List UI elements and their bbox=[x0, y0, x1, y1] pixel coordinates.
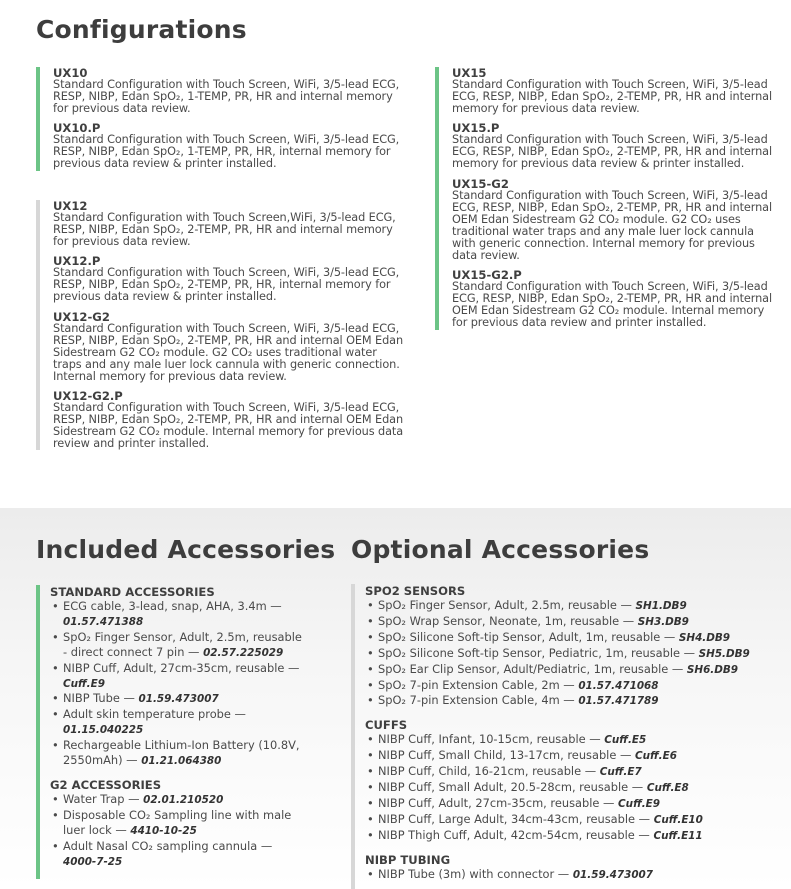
accessory-item: • NIBP Cuff, Adult, 27cm-35cm, reusable — Cuff.E9 bbox=[50, 661, 306, 692]
config-entry bbox=[53, 255, 406, 303]
accessory-item: • SpO₂ Ear Clip Sensor, Adult/Pediatric, 1m, reusable — SH6.DB9 bbox=[365, 662, 771, 678]
part-number: 01.57.471789 bbox=[578, 695, 659, 708]
accessory-list bbox=[50, 599, 306, 769]
accessory-list bbox=[365, 598, 771, 709]
config-entry bbox=[53, 122, 406, 170]
accessory-name: SpO₂ Ear Clip Sensor, Adult/Pediatric, 1m, reusable bbox=[378, 661, 669, 676]
accessory-list bbox=[50, 792, 306, 870]
config-description: Standard Configuration with Touch Screen, WiFi, 3/5-lead ECG, RESP, NIBP, Edan SpO₂, 2-TEMP, PR, HR, internal memory for previous data review & printer installed. bbox=[53, 266, 400, 304]
optional-accessories-title: Optional Accessories bbox=[351, 535, 650, 564]
config-model-name: UX12.P bbox=[53, 254, 101, 269]
accessory-item: • SpO₂ Silicone Soft-tip Sensor, Pediatric, 1m, reusable — SH5.DB9 bbox=[365, 646, 771, 662]
accessory-name: SpO₂ Silicone Soft-tip Sensor, Adult, 1m, reusable bbox=[378, 629, 661, 644]
optional-accessories-list bbox=[351, 584, 771, 889]
accessory-name: NIBP Cuff, Child, 16-21cm, reusable bbox=[378, 764, 582, 779]
part-number: SH4.DB9 bbox=[678, 631, 731, 644]
part-number: 02.01.210520 bbox=[143, 793, 224, 806]
accessory-item: • SpO₂ 7-pin Extension Cable, 4m — 01.57.471789 bbox=[365, 693, 771, 709]
accessory-name: NIBP Cuff, Small Adult, 20.5-28cm, reusable bbox=[378, 780, 629, 795]
config-entry bbox=[53, 390, 406, 450]
accessory-name: NIBP Cuff, Adult, 27cm-35cm, reusable bbox=[378, 795, 600, 810]
config-description: Standard Configuration with Touch Screen, WiFi, 3/5-lead ECG, RESP, NIBP, Edan SpO₂, 1-TEMP, PR, HR and internal memory for previous data review. bbox=[53, 78, 400, 116]
accessory-item: • SpO₂ Wrap Sensor, Neonate, 1m, reusable — SH3.DB9 bbox=[365, 614, 771, 630]
accessory-item: • NIBP Tube — 01.59.473007 bbox=[50, 691, 306, 707]
accessory-name: NIBP Cuff, Infant, 10-15cm, reusable bbox=[378, 732, 586, 747]
config-entry bbox=[452, 269, 775, 329]
part-number: SH6.DB9 bbox=[686, 663, 739, 676]
config-group-ux10 bbox=[36, 67, 406, 171]
config-model-name: UX10.P bbox=[53, 121, 101, 136]
configurations-title: Configurations bbox=[36, 15, 247, 44]
accessory-name: Adult skin temperature probe bbox=[63, 707, 231, 722]
config-model-name: UX15 bbox=[452, 66, 487, 80]
accessory-name: NIBP Tube (3m) with connector bbox=[378, 866, 555, 881]
config-model-name: UX12 bbox=[53, 199, 88, 213]
accessory-section-heading: G2 ACCESSORIES bbox=[50, 777, 162, 792]
part-number: 01.21.064380 bbox=[141, 755, 222, 768]
accessory-list bbox=[365, 867, 771, 883]
config-group-ux12 bbox=[36, 200, 406, 450]
accessory-item: • SpO₂ 7-pin Extension Cable, 2m — 01.57.471068 bbox=[365, 678, 771, 694]
config-entry bbox=[452, 67, 775, 115]
part-number: Cuff.E8 bbox=[646, 782, 689, 795]
accessory-item: • NIBP Thigh Cuff, Adult, 42cm-54cm, reusable — Cuff.E11 bbox=[365, 828, 771, 844]
config-model-name: UX12-G2 bbox=[53, 309, 110, 324]
accessory-item: • NIBP Cuff, Large Adult, 34cm-43cm, reusable — Cuff.E10 bbox=[365, 812, 771, 828]
accessory-item: • Disposable CO₂ Sampling line with male luer lock — 4410-10-25 bbox=[50, 808, 306, 839]
part-number: Cuff.E11 bbox=[653, 829, 703, 842]
accessory-item: • NIBP Cuff, Small Adult, 20.5-28cm, reusable — Cuff.E8 bbox=[365, 780, 771, 796]
accessory-section-heading: NIBP TUBING bbox=[365, 852, 451, 867]
config-description: Standard Configuration with Touch Screen,WiFi, 3/5-lead ECG, RESP, NIBP, Edan SpO₂, 2-TEMP, PR, HR and internal memory for previous data review. bbox=[53, 211, 396, 249]
config-description: Standard Configuration with Touch Screen, WiFi, 3/5-lead ECG, RESP, NIBP, Edan SpO₂, 2-TEMP, PR, HR and internal memory for previous data review. bbox=[452, 78, 773, 116]
accessory-list bbox=[365, 732, 771, 843]
accessory-name: Adult Nasal CO₂ sampling cannula bbox=[63, 838, 258, 853]
part-number: Cuff.E9 bbox=[618, 797, 660, 810]
accessory-name: Disposable CO₂ Sampling line with male luer lock bbox=[63, 807, 292, 837]
accessory-name: NIBP Thigh Cuff, Adult, 42cm-54cm, reusable bbox=[378, 827, 635, 842]
config-entry bbox=[53, 200, 406, 248]
accessory-item: • SpO₂ Silicone Soft-tip Sensor, Adult, 1m, reusable — SH4.DB9 bbox=[365, 630, 771, 646]
part-number: 01.59.473007 bbox=[572, 868, 654, 881]
part-number: Cuff.E10 bbox=[653, 813, 703, 826]
accessory-item: • NIBP Cuff, Child, 16-21cm, reusable — Cuff.E7 bbox=[365, 764, 771, 780]
accessory-name: SpO₂ Finger Sensor, Adult, 2.5m, reusable bbox=[378, 598, 617, 612]
config-description: Standard Configuration with Touch Screen, WiFi, 3/5-lead ECG, RESP, NIBP, Edan SpO₂, 2-TEMP, PR, HR and internal memory for previous data review & printer installed. bbox=[452, 133, 773, 171]
part-number: 4410-10-25 bbox=[130, 824, 197, 837]
accessory-name: NIBP Cuff, Large Adult, 34cm-43cm, reusable bbox=[378, 811, 636, 826]
accessory-section-heading: CUFFS bbox=[365, 718, 408, 733]
accessory-name: SpO₂ Silicone Soft-tip Sensor, Pediatric, 1m, reusable bbox=[378, 645, 680, 660]
accessory-item: • NIBP Cuff, Small Child, 13-17cm, reusable — Cuff.E6 bbox=[365, 748, 771, 764]
accessory-item: • Adult skin temperature probe — 01.15.040225 bbox=[50, 707, 306, 738]
accessory-name: Water Trap bbox=[63, 791, 129, 806]
config-description: Standard Configuration with Touch Screen, WiFi, 3/5-lead ECG, RESP, NIBP, Edan SpO₂, 2-TEMP, PR, HR and internal OEM Edan Sidestream G2 CO₂ module. G2 CO₂ uses traditional water traps and any male luer lock cannula with generic connection. Internal memory for previous data review. bbox=[53, 321, 404, 383]
accessory-item: • SpO₂ Finger Sensor, Adult, 2.5m, reusable - direct connect 7 pin — 02.57.225029 bbox=[50, 630, 306, 661]
part-number: SH1.DB9 bbox=[635, 600, 687, 612]
accessory-name: NIBP Cuff, Small Child, 13-17cm, reusable bbox=[378, 748, 617, 763]
part-number: 4000-7-25 bbox=[63, 855, 123, 868]
config-entry bbox=[53, 311, 406, 383]
part-number: 01.57.471068 bbox=[578, 679, 659, 692]
accessory-item: • Adult Nasal CO₂ sampling cannula — 4000-7-25 bbox=[50, 839, 306, 870]
accessory-name: SpO₂ 7-pin Extension Cable, 4m bbox=[378, 693, 560, 708]
accessory-name: ECG cable, 3-lead, snap, AHA, 3.4m bbox=[63, 599, 267, 613]
accessory-name: SpO₂ Finger Sensor, Adult, 2.5m, reusable - direct connect 7 pin bbox=[63, 629, 302, 659]
config-model-name: UX10 bbox=[53, 66, 88, 80]
config-model-name: UX15.P bbox=[452, 121, 500, 136]
config-description: Standard Configuration with Touch Screen, WiFi, 3/5-lead ECG, RESP, NIBP, Edan SpO₂, 1-TEMP, PR, HR, internal memory for previous data review & printer installed. bbox=[53, 133, 400, 171]
part-number: Cuff.E7 bbox=[599, 766, 642, 779]
included-accessories-title: Included Accessories bbox=[36, 535, 336, 564]
config-group-ux15 bbox=[435, 67, 775, 330]
accessory-name: NIBP Cuff, Adult, 27cm-35cm, reusable bbox=[63, 660, 285, 675]
accessory-name: NIBP Tube bbox=[63, 691, 120, 706]
accessory-item: • ECG cable, 3-lead, snap, AHA, 3.4m — 01.57.471388 bbox=[50, 599, 306, 630]
accessory-name: Rechargeable Lithium-Ion Battery (10.8V, 2550mAh) bbox=[63, 738, 300, 768]
accessory-item: • NIBP Cuff, Infant, 10-15cm, reusable — Cuff.E5 bbox=[365, 732, 771, 748]
accessory-name: SpO₂ 7-pin Extension Cable, 2m bbox=[378, 677, 560, 692]
accessory-section-heading: STANDARD ACCESSORIES bbox=[50, 585, 215, 599]
accessory-item: • SpO₂ Finger Sensor, Adult, 2.5m, reusable — SH1.DB9 bbox=[365, 598, 771, 614]
accessory-item: • Rechargeable Lithium-Ion Battery (10.8V, 2550mAh) — 01.21.064380 bbox=[50, 738, 306, 769]
part-number: Cuff.E6 bbox=[635, 750, 677, 763]
part-number: Cuff.E5 bbox=[604, 734, 647, 747]
part-number: 01.15.040225 bbox=[63, 724, 144, 737]
accessory-name: SpO₂ Wrap Sensor, Neonate, 1m, reusable bbox=[378, 613, 620, 628]
part-number: SH5.DB9 bbox=[698, 647, 750, 660]
accessory-item: • Water Trap — 02.01.210520 bbox=[50, 792, 306, 808]
included-accessories-list bbox=[36, 585, 306, 879]
part-number: 01.57.471388 bbox=[63, 615, 144, 628]
config-model-name: UX15-G2.P bbox=[452, 268, 522, 283]
part-number: SH3.DB9 bbox=[637, 615, 689, 628]
config-entry bbox=[53, 67, 406, 115]
config-description: Standard Configuration with Touch Screen, WiFi, 3/5-lead ECG, RESP, NIBP, Edan SpO₂, 2-TEMP, PR, HR and internal OEM Edan Sidestream G2 CO₂ module. Internal memory for previous data review and printer installed. bbox=[452, 280, 773, 330]
config-entry bbox=[452, 122, 775, 170]
config-entry bbox=[452, 178, 775, 263]
part-number: Cuff.E9 bbox=[63, 677, 105, 690]
part-number: 02.57.225029 bbox=[203, 646, 284, 659]
config-model-name: UX15-G2 bbox=[452, 176, 509, 191]
accessory-section-heading: SPO2 SENSORS bbox=[365, 584, 466, 598]
accessory-item: • NIBP Tube (3m) with connector — 01.59.473007 bbox=[365, 867, 771, 883]
accessory-item: • NIBP Cuff, Adult, 27cm-35cm, reusable — Cuff.E9 bbox=[365, 796, 771, 812]
config-description: Standard Configuration with Touch Screen, WiFi, 3/5-lead ECG, RESP, NIBP, Edan SpO₂, 2-TEMP, PR, HR and internal OEM Edan Sidestream G2 CO₂ module. Internal memory for previous data review and printer installed. bbox=[53, 401, 404, 451]
config-model-name: UX12-G2.P bbox=[53, 389, 123, 404]
part-number: 01.59.473007 bbox=[138, 693, 219, 706]
config-description: Standard Configuration with Touch Screen, WiFi, 3/5-lead ECG, RESP, NIBP, Edan SpO₂, 2-TEMP, PR, HR and internal OEM Edan Sidestream G2 CO₂ module. G2 CO₂ uses traditional water traps and any male luer lock cannula with generic connection. Internal memory for previous data review. bbox=[452, 188, 773, 263]
